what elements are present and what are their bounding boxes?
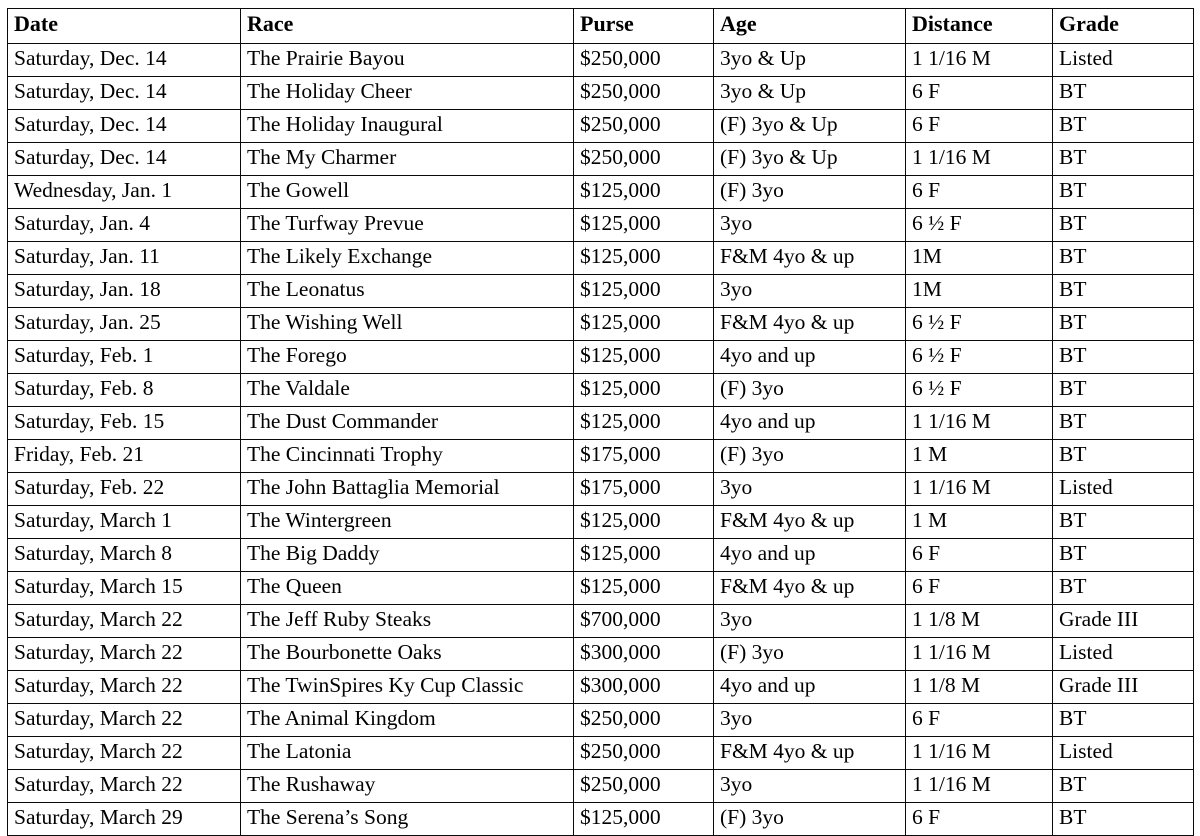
cell-race: The Big Daddy — [241, 539, 574, 572]
cell-distance: 1 M — [906, 506, 1053, 539]
cell-age: F&M 4yo & up — [714, 572, 906, 605]
cell-date: Saturday, March 15 — [8, 572, 241, 605]
cell-grade: BT — [1053, 176, 1194, 209]
table-row — [8, 77, 1194, 110]
cell-purse: $125,000 — [574, 506, 714, 539]
table-row — [8, 407, 1194, 440]
cell-purse: $175,000 — [574, 473, 714, 506]
cell-date: Saturday, Feb. 15 — [8, 407, 241, 440]
cell-grade: BT — [1053, 803, 1194, 836]
cell-race: The Leonatus — [241, 275, 574, 308]
cell-distance: 1 1/8 M — [906, 671, 1053, 704]
cell-age: 4yo and up — [714, 539, 906, 572]
cell-grade: BT — [1053, 77, 1194, 110]
cell-race: The Wishing Well — [241, 308, 574, 341]
cell-distance: 1 1/8 M — [906, 605, 1053, 638]
cell-age: (F) 3yo — [714, 176, 906, 209]
cell-date: Saturday, March 22 — [8, 638, 241, 671]
cell-date: Saturday, March 29 — [8, 803, 241, 836]
cell-date: Friday, Feb. 21 — [8, 440, 241, 473]
cell-race: The Gowell — [241, 176, 574, 209]
column-header-grade: Grade — [1053, 9, 1194, 44]
cell-purse: $125,000 — [574, 374, 714, 407]
cell-race: The Bourbonette Oaks — [241, 638, 574, 671]
column-header-date: Date — [8, 9, 241, 44]
cell-grade: BT — [1053, 275, 1194, 308]
cell-grade: BT — [1053, 572, 1194, 605]
cell-distance: 6 F — [906, 110, 1053, 143]
cell-date: Saturday, March 22 — [8, 737, 241, 770]
cell-date: Saturday, Feb. 8 — [8, 374, 241, 407]
cell-grade: BT — [1053, 308, 1194, 341]
table-body — [8, 44, 1194, 836]
cell-purse: $300,000 — [574, 671, 714, 704]
cell-distance: 6 F — [906, 572, 1053, 605]
table-header — [8, 9, 1194, 44]
cell-purse: $125,000 — [574, 341, 714, 374]
cell-grade: BT — [1053, 440, 1194, 473]
table-row — [8, 44, 1194, 77]
cell-grade: Grade III — [1053, 605, 1194, 638]
cell-distance: 1 M — [906, 440, 1053, 473]
cell-distance: 6 ½ F — [906, 374, 1053, 407]
table-row — [8, 110, 1194, 143]
cell-grade: BT — [1053, 704, 1194, 737]
cell-purse: $250,000 — [574, 143, 714, 176]
cell-purse: $175,000 — [574, 440, 714, 473]
cell-purse: $300,000 — [574, 638, 714, 671]
cell-age: (F) 3yo & Up — [714, 110, 906, 143]
cell-race: The Animal Kingdom — [241, 704, 574, 737]
column-header-purse: Purse — [574, 9, 714, 44]
cell-race: The Serena’s Song — [241, 803, 574, 836]
table-row — [8, 209, 1194, 242]
column-header-race: Race — [241, 9, 574, 44]
cell-grade: Listed — [1053, 44, 1194, 77]
table-row — [8, 440, 1194, 473]
table-row — [8, 176, 1194, 209]
cell-distance: 1 1/16 M — [906, 737, 1053, 770]
cell-race: The Cincinnati Trophy — [241, 440, 574, 473]
table-row — [8, 737, 1194, 770]
cell-date: Saturday, March 22 — [8, 704, 241, 737]
table-row — [8, 770, 1194, 803]
cell-purse: $250,000 — [574, 110, 714, 143]
cell-purse: $125,000 — [574, 209, 714, 242]
cell-purse: $125,000 — [574, 242, 714, 275]
cell-race: The Rushaway — [241, 770, 574, 803]
cell-grade: BT — [1053, 407, 1194, 440]
cell-distance: 1M — [906, 275, 1053, 308]
cell-distance: 1 1/16 M — [906, 770, 1053, 803]
cell-purse: $700,000 — [574, 605, 714, 638]
cell-grade: BT — [1053, 539, 1194, 572]
cell-age: (F) 3yo — [714, 803, 906, 836]
cell-grade: Listed — [1053, 638, 1194, 671]
cell-age: F&M 4yo & up — [714, 737, 906, 770]
cell-purse: $125,000 — [574, 308, 714, 341]
cell-grade: BT — [1053, 506, 1194, 539]
cell-age: F&M 4yo & up — [714, 308, 906, 341]
table-row — [8, 572, 1194, 605]
cell-age: 3yo — [714, 704, 906, 737]
cell-distance: 6 ½ F — [906, 209, 1053, 242]
table-header-row — [8, 9, 1194, 44]
cell-race: The TwinSpires Ky Cup Classic — [241, 671, 574, 704]
column-header-distance: Distance — [906, 9, 1053, 44]
cell-race: The Likely Exchange — [241, 242, 574, 275]
cell-grade: BT — [1053, 242, 1194, 275]
cell-distance: 6 ½ F — [906, 308, 1053, 341]
cell-age: 4yo and up — [714, 341, 906, 374]
cell-age: 3yo — [714, 473, 906, 506]
cell-age: F&M 4yo & up — [714, 242, 906, 275]
cell-race: The Latonia — [241, 737, 574, 770]
cell-grade: BT — [1053, 143, 1194, 176]
cell-date: Saturday, Feb. 1 — [8, 341, 241, 374]
cell-date: Saturday, March 1 — [8, 506, 241, 539]
table-row — [8, 506, 1194, 539]
cell-age: 3yo — [714, 770, 906, 803]
cell-date: Saturday, March 22 — [8, 605, 241, 638]
cell-grade: Grade III — [1053, 671, 1194, 704]
cell-distance: 1 1/16 M — [906, 473, 1053, 506]
cell-grade: Listed — [1053, 737, 1194, 770]
cell-distance: 6 F — [906, 176, 1053, 209]
cell-date: Saturday, Jan. 4 — [8, 209, 241, 242]
cell-age: (F) 3yo — [714, 638, 906, 671]
cell-purse: $250,000 — [574, 704, 714, 737]
cell-purse: $125,000 — [574, 572, 714, 605]
cell-distance: 6 F — [906, 704, 1053, 737]
cell-purse: $250,000 — [574, 737, 714, 770]
cell-age: 3yo & Up — [714, 77, 906, 110]
table-row — [8, 143, 1194, 176]
cell-distance: 6 F — [906, 539, 1053, 572]
cell-age: 4yo and up — [714, 671, 906, 704]
cell-age: 3yo — [714, 275, 906, 308]
cell-race: The Dust Commander — [241, 407, 574, 440]
cell-race: The John Battaglia Memorial — [241, 473, 574, 506]
table-row — [8, 539, 1194, 572]
cell-age: (F) 3yo & Up — [714, 143, 906, 176]
cell-date: Saturday, Dec. 14 — [8, 143, 241, 176]
table-row — [8, 638, 1194, 671]
cell-race: The My Charmer — [241, 143, 574, 176]
cell-purse: $125,000 — [574, 539, 714, 572]
table-row — [8, 341, 1194, 374]
table-row — [8, 275, 1194, 308]
cell-distance: 6 F — [906, 77, 1053, 110]
cell-race: The Wintergreen — [241, 506, 574, 539]
cell-distance: 1 1/16 M — [906, 407, 1053, 440]
cell-distance: 6 ½ F — [906, 341, 1053, 374]
cell-purse: $125,000 — [574, 803, 714, 836]
cell-grade: BT — [1053, 770, 1194, 803]
cell-purse: $250,000 — [574, 770, 714, 803]
cell-distance: 1 1/16 M — [906, 143, 1053, 176]
cell-age: (F) 3yo — [714, 374, 906, 407]
cell-race: The Forego — [241, 341, 574, 374]
table-row — [8, 242, 1194, 275]
cell-race: The Holiday Inaugural — [241, 110, 574, 143]
cell-race: The Holiday Cheer — [241, 77, 574, 110]
cell-grade: Listed — [1053, 473, 1194, 506]
cell-distance: 1 1/16 M — [906, 44, 1053, 77]
column-header-age: Age — [714, 9, 906, 44]
cell-date: Saturday, Feb. 22 — [8, 473, 241, 506]
cell-age: 4yo and up — [714, 407, 906, 440]
cell-age: F&M 4yo & up — [714, 506, 906, 539]
table-row — [8, 671, 1194, 704]
cell-grade: BT — [1053, 341, 1194, 374]
cell-race: The Prairie Bayou — [241, 44, 574, 77]
cell-grade: BT — [1053, 110, 1194, 143]
cell-race: The Jeff Ruby Steaks — [241, 605, 574, 638]
cell-date: Wednesday, Jan. 1 — [8, 176, 241, 209]
cell-age: (F) 3yo — [714, 440, 906, 473]
cell-date: Saturday, March 22 — [8, 770, 241, 803]
stakes-schedule-table — [7, 8, 1194, 836]
cell-purse: $250,000 — [574, 77, 714, 110]
cell-date: Saturday, March 8 — [8, 539, 241, 572]
cell-date: Saturday, Dec. 14 — [8, 77, 241, 110]
cell-date: Saturday, Dec. 14 — [8, 110, 241, 143]
cell-date: Saturday, Jan. 25 — [8, 308, 241, 341]
table-row — [8, 308, 1194, 341]
cell-distance: 1M — [906, 242, 1053, 275]
cell-date: Saturday, Dec. 14 — [8, 44, 241, 77]
cell-date: Saturday, Jan. 11 — [8, 242, 241, 275]
cell-age: 3yo — [714, 605, 906, 638]
table-row — [8, 374, 1194, 407]
cell-distance: 6 F — [906, 803, 1053, 836]
cell-grade: BT — [1053, 374, 1194, 407]
cell-race: The Valdale — [241, 374, 574, 407]
cell-date: Saturday, March 22 — [8, 671, 241, 704]
cell-race: The Queen — [241, 572, 574, 605]
table-row — [8, 704, 1194, 737]
table-row — [8, 473, 1194, 506]
table-row — [8, 803, 1194, 836]
cell-date: Saturday, Jan. 18 — [8, 275, 241, 308]
cell-distance: 1 1/16 M — [906, 638, 1053, 671]
cell-age: 3yo & Up — [714, 44, 906, 77]
cell-grade: BT — [1053, 209, 1194, 242]
cell-age: 3yo — [714, 209, 906, 242]
cell-purse: $125,000 — [574, 176, 714, 209]
table-row — [8, 605, 1194, 638]
cell-race: The Turfway Prevue — [241, 209, 574, 242]
cell-purse: $250,000 — [574, 44, 714, 77]
cell-purse: $125,000 — [574, 407, 714, 440]
cell-purse: $125,000 — [574, 275, 714, 308]
